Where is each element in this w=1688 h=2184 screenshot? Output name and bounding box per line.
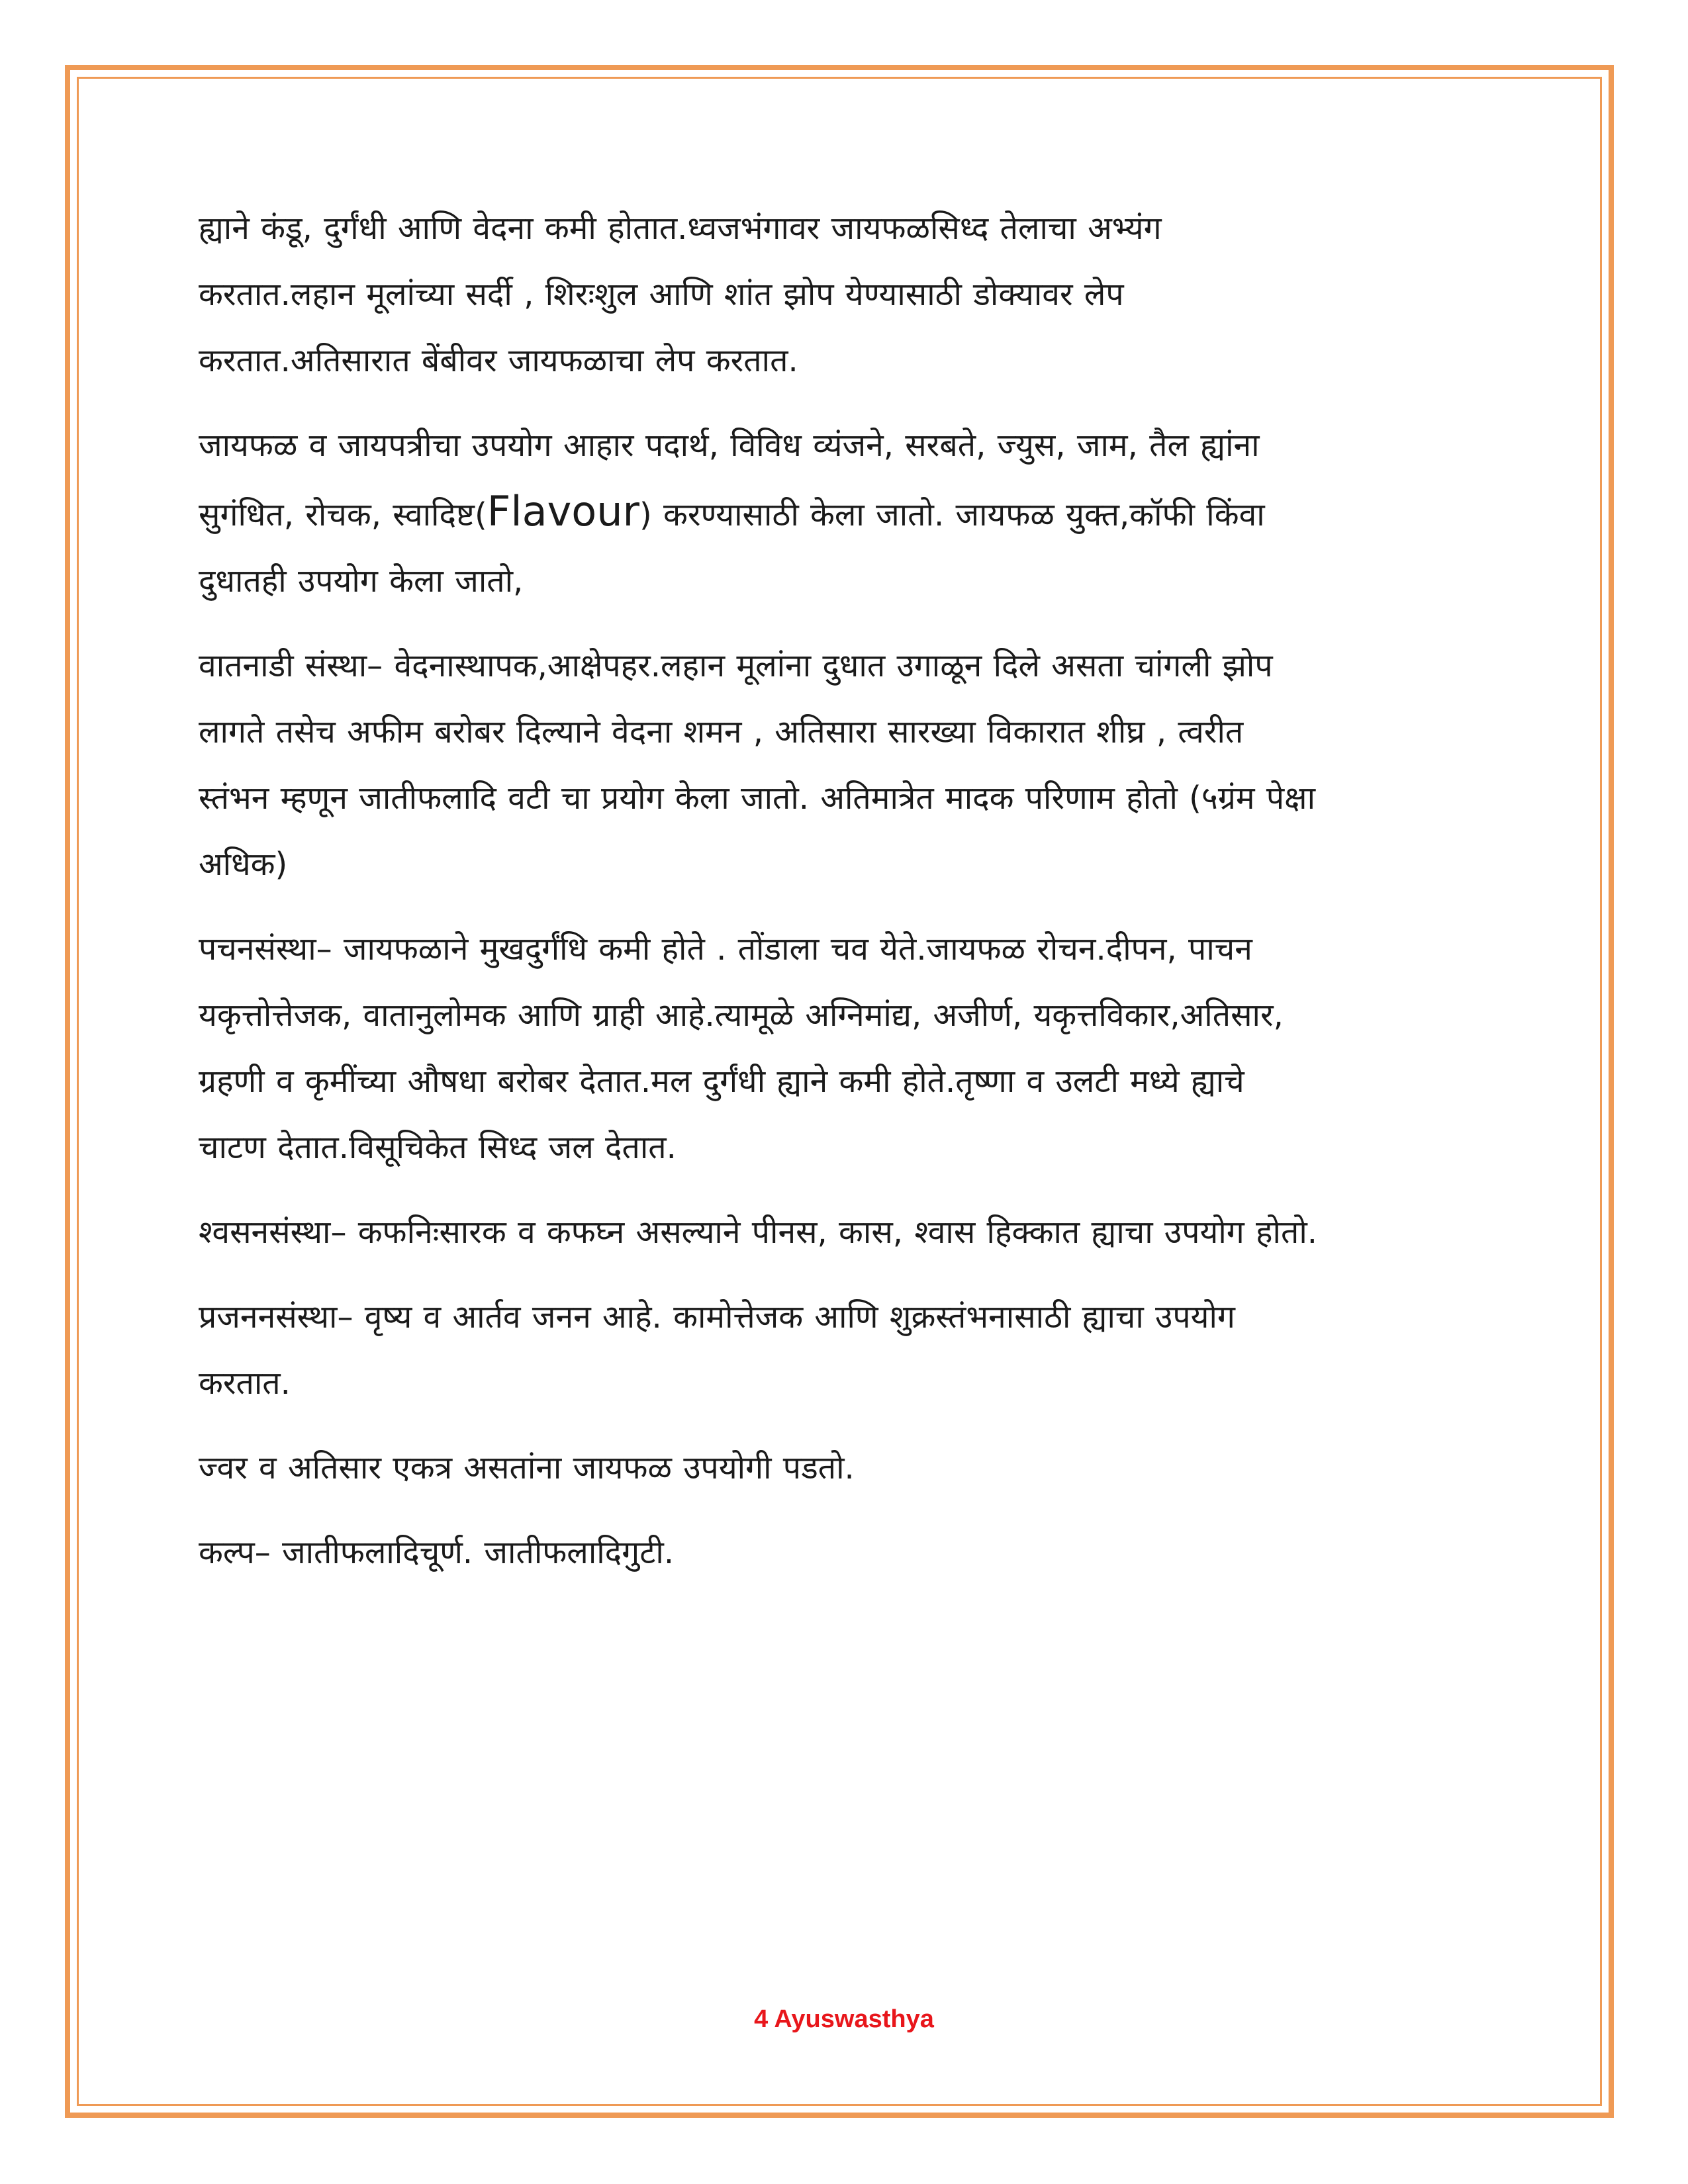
paragraph-benefits (199, 195, 1503, 394)
text-segment: ) करण्यासाठी केला जातो. जायफळ युक्त,कॉफी किंवा (639, 496, 1265, 533)
text-line: अधिक) (199, 846, 288, 883)
text-line: चाटण देतात.विसूचिकेत सिध्द जल देतात. (199, 1129, 677, 1166)
page-footer-label: 4 Ayuswasthya (754, 2005, 934, 2033)
text-line: करतात.अतिसारात बेंबीवर जायफळाचा लेप करतात. (199, 342, 798, 379)
text-line: प्रजननसंस्था– वृष्य व आर्तव जनन आहे. कामोत्तेजक आणि शुक्रस्तंभनासाठी ह्याचा उपयोग (199, 1298, 1235, 1336)
text-segment: सुगंधित, रोचक, स्वादिष्ट( (199, 496, 487, 533)
text-line-mixed (199, 478, 1503, 548)
text-line: ज्वर व अतिसार एकत्र असतांना जायफळ उपयोगी पडतो. (199, 1449, 855, 1486)
paragraph-formulations (199, 1520, 1503, 1586)
document-body (199, 195, 1503, 1604)
paragraph-digestive-system (199, 916, 1503, 1181)
text-line: कल्प– जातीफलादिचूर्ण. जातीफलादिगुटी. (199, 1534, 675, 1571)
paragraph-fever-diarrhea (199, 1435, 1503, 1501)
text-line: ग्रहणी व कृमींच्या औषधा बरोबर देतात.मल दुर्गंधी ह्याने कमी होते.तृष्णा व उलटी मध्ये ह्याचे (199, 1063, 1244, 1100)
text-line: श्वसनसंस्था– कफनिःसारक व कफघ्न असल्याने पीनस, कास, श्वास हिक्कात ह्याचा उपयोग होतो. (199, 1214, 1318, 1251)
english-word-flavour: Flavour (487, 487, 639, 535)
text-line: जायफळ व जायपत्रीचा उपयोग आहार पदार्थ, विविध व्यंजने, सरबते, ज्युस, जाम, तैल ह्यांना (199, 427, 1260, 464)
paragraph-reproductive-system (199, 1284, 1503, 1416)
text-line: लागते तसेच अफीम बरोबर दिल्याने वेदना शमन , अतिसारा सारख्या विकारात शीघ्र , त्वरीत (199, 713, 1244, 751)
text-line: स्तंभन म्हणून जातीफलादि वटी चा प्रयोग केला जातो. अतिमात्रेत मादक परिणाम होतो (५ग्रंम पेक्षा (199, 780, 1316, 817)
paragraph-food-uses (199, 412, 1503, 614)
text-line: दुधातही उपयोग केला जातो, (199, 563, 524, 600)
text-line: वातनाडी संस्था– वेदनास्थापक,आक्षेपहर.लहान मूलांना दुधात उगाळून दिले असता चांगली झोप (199, 647, 1273, 684)
paragraph-nervous-system (199, 633, 1503, 897)
paragraph-respiratory-system (199, 1199, 1503, 1265)
text-line: यकृत्तोत्तेजक, वातानुलोमक आणि ग्राही आहे.त्यामूळे अग्निमांद्य, अजीर्ण, यकृत्तविकार,अतिसार, (199, 997, 1284, 1034)
text-line: करतात.लहान मूलांच्या सर्दी , शिरःशुल आणि शांत झोप येण्यासाठी डोक्यावर लेप (199, 276, 1124, 313)
text-line: ह्याने कंडू, दुर्गंधी आणि वेदना कमी होतात.ध्वजभंगावर जायफळसिध्द तेलाचा अभ्यंग (199, 210, 1162, 247)
text-line: पचनसंस्था– जायफळाने मुखदुर्गंधि कमी होते . तोंडाला चव येते.जायफळ रोचन.दीपन, पाचन (199, 931, 1252, 968)
text-line: करतात. (199, 1365, 291, 1402)
